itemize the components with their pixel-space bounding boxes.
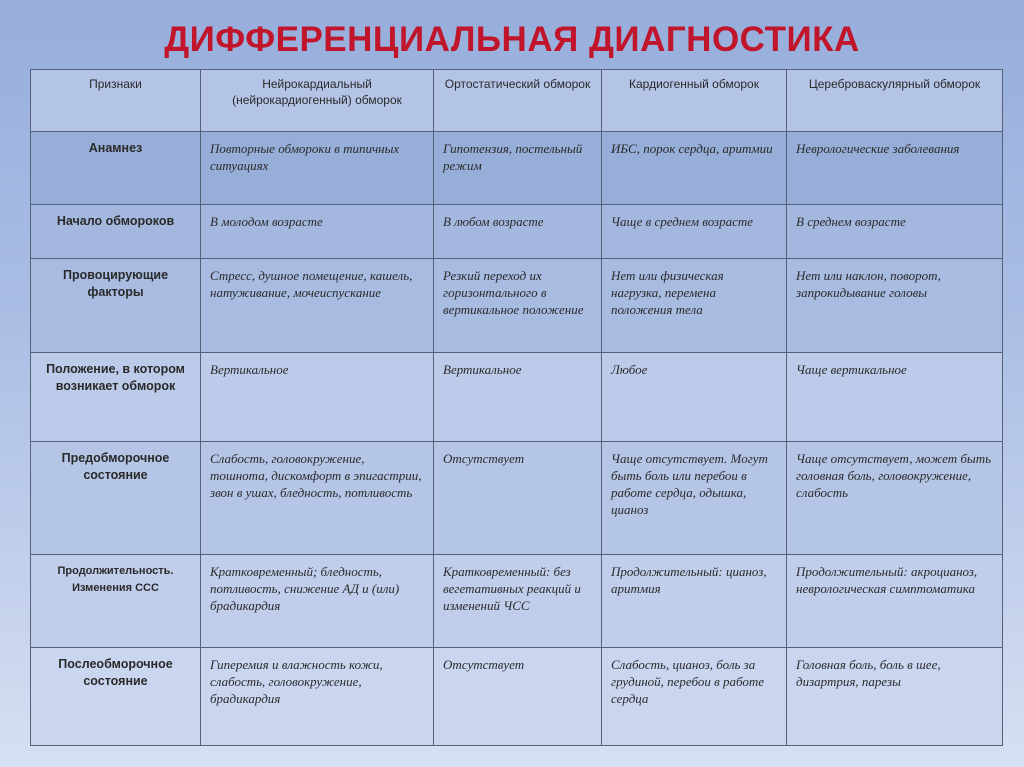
table-cell: Чаще отсутствует, может быть головная боль, головокружение, слабость xyxy=(787,442,1003,555)
table-cell: Стресс, душное помещение, кашель, натуживание, мочеиспускание xyxy=(201,259,434,353)
table-row xyxy=(31,205,1003,259)
table-cell: Кратковременный; бледность, потливость, снижение АД и (или) брадикардия xyxy=(201,555,434,648)
column-header: Кардиогенный обморок xyxy=(602,70,787,132)
table-cell: Гиперемия и влажность кожи, слабость, головокружение, брадикардия xyxy=(201,648,434,746)
table-cell: Продолжительный: цианоз, аритмия xyxy=(602,555,787,648)
differential-diagnosis-table xyxy=(30,69,1003,746)
table-row xyxy=(31,555,1003,648)
row-label: Продолжительность. Изменения ССС xyxy=(31,555,201,648)
table-cell: Гипотензия, постельный режим xyxy=(434,132,602,205)
table-cell: Кратковременный: без вегетативных реакций и изменений ЧСС xyxy=(434,555,602,648)
table-cell: Нет или наклон, поворот, запрокидывание головы xyxy=(787,259,1003,353)
table-cell: Чаще отсутствует. Могут быть боль или перебои в работе сердца, одышка, цианоз xyxy=(602,442,787,555)
table-cell: Нет или физическая нагрузка, перемена положения тела xyxy=(602,259,787,353)
row-label: Начало обмороков xyxy=(31,205,201,259)
row-label: Анамнез xyxy=(31,132,201,205)
table-cell: Отсутствует xyxy=(434,442,602,555)
row-label: Послеобморочное состояние xyxy=(31,648,201,746)
table-cell: Неврологические заболевания xyxy=(787,132,1003,205)
table-row xyxy=(31,648,1003,746)
table-row xyxy=(31,132,1003,205)
table-cell: Отсутствует xyxy=(434,648,602,746)
table-cell: В любом возрасте xyxy=(434,205,602,259)
table-cell: Повторные обмороки в типичных ситуациях xyxy=(201,132,434,205)
column-header: Нейрокардиальный (нейрокардиогенный) обморок xyxy=(201,70,434,132)
table-cell: Вертикальное xyxy=(434,353,602,442)
table-cell: ИБС, порок сердца, аритмии xyxy=(602,132,787,205)
row-label: Предобморочное состояние xyxy=(31,442,201,555)
column-header: Признаки xyxy=(31,70,201,132)
table-cell: Слабость, головокружение, тошнота, дискомфорт в эпигастрии, звон в ушах, бледность, потливость xyxy=(201,442,434,555)
table-row xyxy=(31,353,1003,442)
table-cell: Резкий переход их горизонтального в вертикальное положение xyxy=(434,259,602,353)
column-header: Цереброваскулярный обморок xyxy=(787,70,1003,132)
table-cell: В среднем возрасте xyxy=(787,205,1003,259)
table-cell: Чаще вертикальное xyxy=(787,353,1003,442)
table-cell: Любое xyxy=(602,353,787,442)
column-header: Ортостатический обморок xyxy=(434,70,602,132)
table-cell: Продолжительный: акроцианоз, неврологическая симптоматика xyxy=(787,555,1003,648)
table-header-row xyxy=(31,70,1003,132)
table-row xyxy=(31,442,1003,555)
row-label: Положение, в котором возникает обморок xyxy=(31,353,201,442)
page-title: ДИФФЕРЕНЦИАЛЬНАЯ ДИАГНОСТИКА xyxy=(164,20,860,59)
table-cell: Вертикальное xyxy=(201,353,434,442)
table-row xyxy=(31,259,1003,353)
row-label: Провоцирующие факторы xyxy=(31,259,201,353)
table-cell: Слабость, цианоз, боль за грудиной, перебои в работе сердца xyxy=(602,648,787,746)
table-cell: В молодом возрасте xyxy=(201,205,434,259)
table-cell: Чаще в среднем возрасте xyxy=(602,205,787,259)
table-cell: Головная боль, боль в шее, дизартрия, парезы xyxy=(787,648,1003,746)
